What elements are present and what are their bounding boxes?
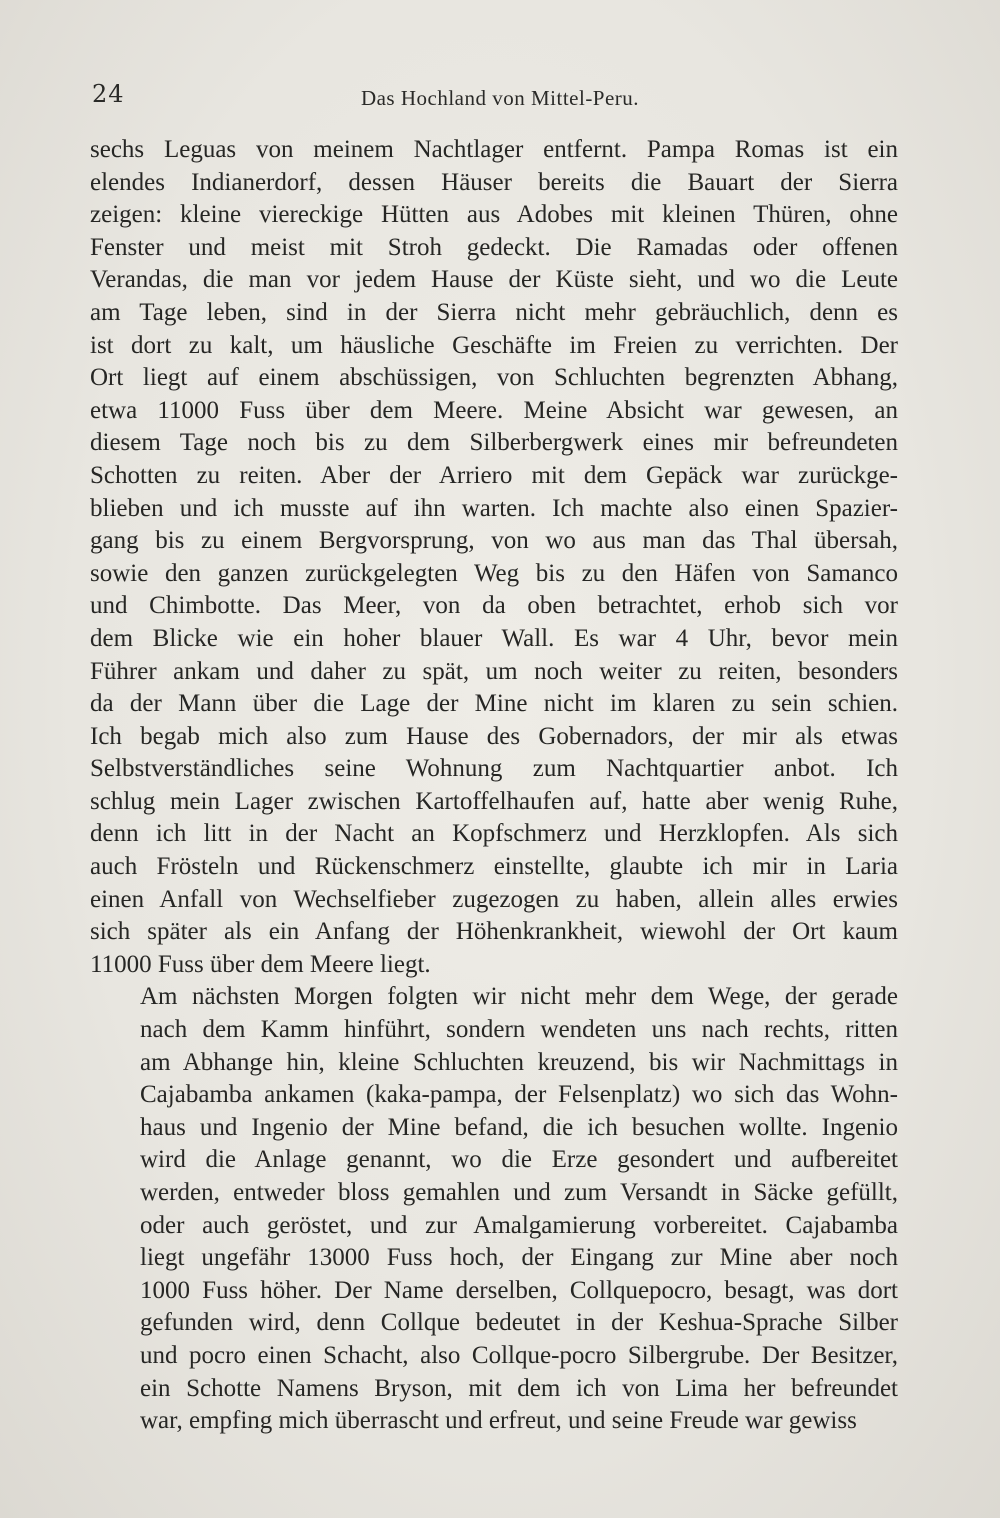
text-line: war, empfing mich überrascht und erfreut, und seine Freude war gewiss [140, 1407, 857, 1435]
text-line: am Abhange hin, kleine Schluchten kreuzend, bis wir Nachmittags in [140, 1048, 898, 1076]
text-line: haus und Ingenio der Mine befand, die ich besuchen wollte. Ingenio [140, 1113, 898, 1141]
text-line: sowie den ganzen zurückgelegten Weg bis zu den Häfen von Samanco [90, 559, 898, 587]
text-line: 11000 Fuss über dem Meere liegt. [90, 950, 431, 978]
text-line: oder auch geröstet, und zur Amalgamierung vorbereitet. Cajabamba [140, 1211, 898, 1239]
text-line: Fenster und meist mit Stroh gedeckt. Die Ramadas oder offenen [90, 233, 898, 261]
text-line: gang bis zu einem Bergvorsprung, von wo aus man das Thal übersah, [90, 527, 898, 555]
body-text [90, 134, 898, 1438]
page-number: 24 [92, 80, 125, 108]
text-line: 1000 Fuss höher. Der Name derselben, Collquepocro, besagt, was dort [140, 1276, 898, 1304]
text-line: Verandas, die man vor jedem Hause der Küste sieht, und wo die Leute [90, 266, 898, 294]
text-line: Selbstverständliches seine Wohnung zum Nachtquartier anbot. Ich [90, 755, 898, 783]
text-line: etwa 11000 Fuss über dem Meere. Meine Absicht war gewesen, an [90, 396, 898, 424]
text-line: zeigen: kleine viereckige Hütten aus Adobes mit kleinen Thüren, ohne [90, 201, 898, 229]
text-line: Cajabamba ankamen (kaka-pampa, der Felsenplatz) wo sich das Wohn- [140, 1081, 898, 1109]
text-line: sechs Leguas von meinem Nachtlager entfernt. Pampa Romas ist ein [90, 136, 898, 163]
text-line: ist dort zu kalt, um häusliche Geschäfte im Freien zu verrichten. Der [90, 331, 898, 359]
text-line: nach dem Kamm hinführt, sondern wendeten uns nach rechts, ritten [140, 1016, 898, 1044]
text-line: elendes Indianerdorf, dessen Häuser bereits die Bauart der Sierra [90, 168, 898, 196]
running-title: Das Hochland von Mittel-Peru. [360, 86, 640, 110]
text-line: schlug mein Lager zwischen Kartoffelhaufen auf, hatte aber wenig Ruhe, [90, 787, 898, 815]
paragraph [90, 981, 898, 1437]
text-line: dem Blicke wie ein hoher blauer Wall. Es war 4 Uhr, bevor mein [90, 624, 898, 652]
text-line: da der Mann über die Lage der Mine nicht im klaren zu sein schien. [90, 690, 898, 718]
text-line: wird die Anlage genannt, wo die Erze gesondert und aufbereitet [140, 1146, 898, 1174]
text-line: ein Schotte Namens Bryson, mit dem ich von Lima her befreundet [140, 1374, 898, 1402]
text-line: sich später als ein Anfang der Höhenkrankheit, wiewohl der Ort kaum [90, 918, 898, 946]
text-line: Ort liegt auf einem abschüssigen, von Schluchten begrenzten Abhang, [90, 364, 898, 392]
text-line: und pocro einen Schacht, also Collque-pocro Silbergrube. Der Besitzer, [140, 1341, 898, 1369]
text-line: am Tage leben, sind in der Sierra nicht mehr gebräuchlich, denn es [90, 298, 898, 326]
paragraph [90, 134, 898, 981]
text-line: diesem Tage noch bis zu dem Silberbergwerk eines mir befreundeten [90, 429, 898, 457]
text-line: gefunden wird, denn Collque bedeutet in der Keshua-Sprache Silber [140, 1309, 898, 1337]
text-line: Ich begab mich also zum Hause des Gobernadors, der mir als etwas [90, 722, 898, 750]
text-line: blieben und ich musste auf ihn warten. Ich machte also einen Spazier- [90, 494, 898, 522]
text-line: werden, entweder bloss gemahlen und zum Versandt in Säcke gefüllt, [140, 1179, 898, 1206]
text-line: Schotten zu reiten. Aber der Arriero mit dem Gepäck war zurückge- [90, 461, 898, 489]
text-line: auch Frösteln und Rückenschmerz einstellte, glaubte ich mir in Laria [90, 853, 898, 881]
text-line: und Chimbotte. Das Meer, von da oben betrachtet, erhob sich vor [90, 592, 898, 620]
text-line: Führer ankam und daher zu spät, um noch weiter zu reiten, besonders [90, 657, 898, 685]
text-line: liegt ungefähr 13000 Fuss hoch, der Eingang zur Mine aber noch [140, 1244, 898, 1272]
text-line: Am nächsten Morgen folgten wir nicht mehr dem Wege, der gerade [140, 983, 898, 1011]
text-line: denn ich litt in der Nacht an Kopfschmerz und Herzklopfen. Als sich [90, 820, 898, 848]
text-line: einen Anfall von Wechselfieber zugezogen zu haben, allein alles erwies [90, 885, 898, 913]
